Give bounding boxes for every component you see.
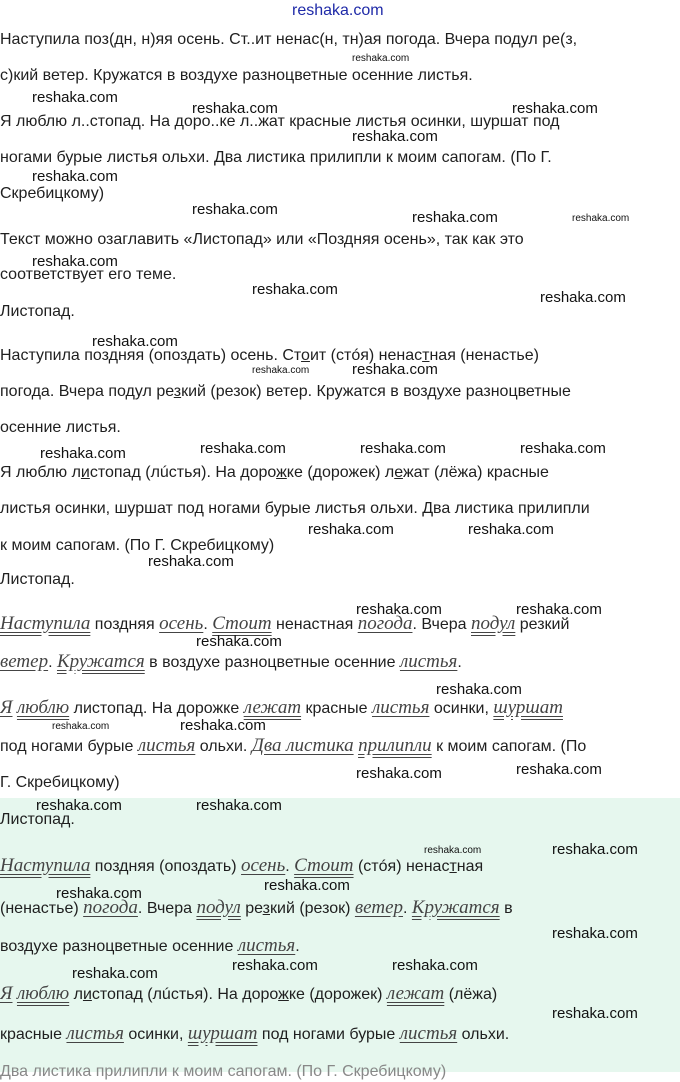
watermark: reshaka.com bbox=[356, 601, 442, 618]
watermark: reshaka.com bbox=[352, 128, 438, 145]
watermark: reshaka.com bbox=[468, 521, 554, 538]
combined-line: Наступила поздняя (опоздать) осень. Стоит (стóя) ненастная bbox=[0, 855, 484, 876]
grammar-line: Г. Скребицкому) bbox=[0, 774, 120, 791]
answer-line: Текст можно озаглавить «Листопад» или «Поздняя осень», так как это bbox=[0, 231, 524, 248]
watermark: reshaka.com bbox=[192, 100, 278, 117]
spelling-line: Наступила поздняя (опоздать) осень. Стоит (стóя) ненастная (ненастье) bbox=[0, 347, 539, 364]
watermark: reshaka.com bbox=[232, 957, 318, 974]
watermark: reshaka.com bbox=[32, 168, 118, 185]
watermark: reshaka.com bbox=[412, 209, 498, 226]
combined-line: Я люблю листопад (лúстья). На дорожке (дорожек) лежат (лёжа) bbox=[0, 983, 498, 1004]
watermark: reshaka.com bbox=[360, 440, 446, 457]
watermark: reshaka.com bbox=[196, 633, 282, 650]
watermark: reshaka.com bbox=[180, 717, 266, 734]
spelling-title: Листопад. bbox=[0, 571, 75, 588]
task-line: с)кий ветер. Кружатся в воздухе разноцветные осенние листья. bbox=[0, 67, 473, 84]
answer-title: Листопад. bbox=[0, 303, 75, 320]
watermark: reshaka.com bbox=[520, 440, 606, 457]
watermark: reshaka.com bbox=[436, 681, 522, 698]
watermark: reshaka.com bbox=[40, 445, 126, 462]
watermark: reshaka.com bbox=[552, 925, 638, 942]
grammar-line: ветер. Кружатся в воздухе разноцветные осенние листья. bbox=[0, 651, 462, 672]
watermark: reshaka.com bbox=[572, 213, 630, 224]
grammar-line: Наступила поздняя осень. Стоит ненастная погода. Вчера подул резкий bbox=[0, 613, 570, 634]
spelling-line: к моим сапогам. (По Г. Скребицкому) bbox=[0, 537, 275, 554]
watermark: reshaka.com bbox=[352, 53, 410, 64]
watermark: reshaka.com bbox=[540, 289, 626, 306]
watermark: reshaka.com bbox=[552, 1005, 638, 1022]
watermark: reshaka.com bbox=[516, 761, 602, 778]
watermark: reshaka.com bbox=[192, 201, 278, 218]
task-line: ногами бурые листья ольхи. Два листика прилипли к моим сапогам. (По Г. bbox=[0, 149, 552, 166]
watermark: reshaka.com bbox=[92, 333, 178, 350]
watermark: reshaka.com bbox=[196, 797, 282, 814]
site-header[interactable]: reshaka.com bbox=[292, 2, 384, 19]
spelling-line: осенние листья. bbox=[0, 419, 121, 436]
spelling-line: погода. Вчера подул резкий (резок) ветер. Кружатся в воздухе разноцветные bbox=[0, 383, 571, 400]
combined-line: Два листика прилипли к моим сапогам. (По Г. Скребицкому) bbox=[0, 1063, 447, 1080]
grammar-line: под ногами бурые листья ольхи. Два листика прилипли к моим сапогам. (По bbox=[0, 735, 587, 756]
watermark: reshaka.com bbox=[308, 521, 394, 538]
watermark: reshaka.com bbox=[252, 281, 338, 298]
spelling-line: Я люблю листопад (лúстья). На дорожке (дорожек) лежат (лёжа) красные bbox=[0, 464, 549, 481]
watermark: reshaka.com bbox=[56, 885, 142, 902]
watermark: reshaka.com bbox=[424, 845, 482, 856]
task-line: Я люблю л..стопад. На доро..ке л..жат красные листья осинки, шуршат под bbox=[0, 113, 560, 130]
answer-line: соответствует его теме. bbox=[0, 266, 177, 283]
watermark: reshaka.com bbox=[200, 440, 286, 457]
task-line: Скребицкому) bbox=[0, 185, 105, 202]
watermark: reshaka.com bbox=[252, 365, 310, 376]
grammar-line: Я люблю листопад. На дорожке лежат красные листья осинки, шуршат bbox=[0, 697, 563, 718]
combined-line: красные листья осинки, шуршат под ногами бурые листья ольхи. bbox=[0, 1023, 510, 1044]
watermark: reshaka.com bbox=[264, 877, 350, 894]
spelling-line: листья осинки, шуршат под ногами бурые листья ольхи. Два листика прилипли bbox=[0, 500, 590, 517]
watermark: reshaka.com bbox=[148, 553, 234, 570]
watermark: reshaka.com bbox=[32, 253, 118, 270]
task-line: Наступила поз(дн, н)яя осень. Ст..ит ненас(н, тн)ая погода. Вчера подул ре(з, bbox=[0, 31, 578, 48]
watermark: reshaka.com bbox=[356, 765, 442, 782]
watermark: reshaka.com bbox=[352, 361, 438, 378]
watermark: reshaka.com bbox=[72, 965, 158, 982]
watermark: reshaka.com bbox=[52, 721, 110, 732]
combined-line: воздухе разноцветные осенние листья. bbox=[0, 935, 300, 956]
watermark: reshaka.com bbox=[516, 601, 602, 618]
watermark: reshaka.com bbox=[512, 100, 598, 117]
watermark: reshaka.com bbox=[32, 89, 118, 106]
watermark: reshaka.com bbox=[552, 841, 638, 858]
combined-line: (ненастье) погода. Вчера подул резкий (резок) ветер. Кружатся в bbox=[0, 897, 513, 918]
watermark: reshaka.com bbox=[36, 797, 122, 814]
grammar-title: Листопад. bbox=[0, 811, 75, 828]
watermark: reshaka.com bbox=[392, 957, 478, 974]
